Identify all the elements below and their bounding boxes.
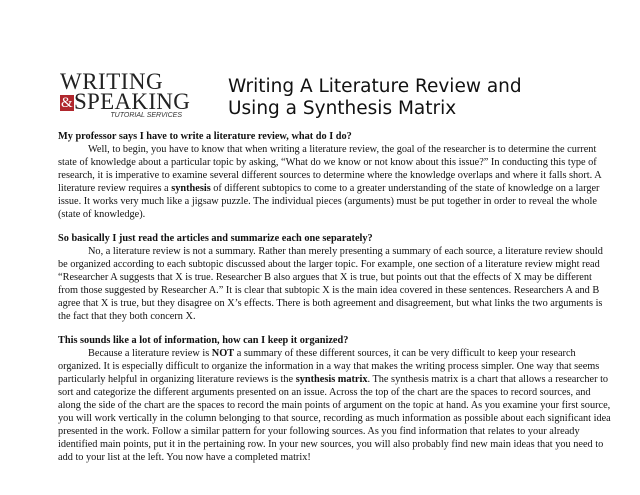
paragraph-line [58, 297, 603, 310]
text: “Researcher A suggests that X is true. Researcher B also argues that X is true, but points out that the effects of X may be different [58, 272, 592, 283]
section [58, 232, 603, 323]
text: you will work vertically in the column belonging to that source, recording as much information as possible about each significant idea [58, 413, 611, 424]
document-body [58, 130, 611, 475]
document-title [228, 76, 522, 120]
paragraph-line [58, 195, 597, 208]
section-heading: My professor says I have to write a literature review, what do I do? [58, 131, 352, 142]
text: the fact that they both concern X. [58, 311, 196, 322]
text: a summary of these different sources, it can be very difficult to keep your research [234, 348, 576, 359]
text: Well, to begin, you have to know that when writing a literature review, the goal of the researcher is to determine the current [88, 144, 597, 155]
text: agree that X is true, but they disagree on X’s effects. There is both agreement and disagreement, but what links the two arguments is [58, 298, 603, 309]
paragraph-line [58, 208, 578, 221]
paragraph-line [58, 156, 597, 169]
text: particularly helpful in organizing literature reviews is the [58, 374, 296, 385]
paragraph-line [58, 310, 578, 323]
section-heading: So basically I just read the articles and summarize each one separately? [58, 233, 373, 244]
section-heading: This sounds like a lot of information, how can I keep it organized? [58, 335, 349, 346]
paragraph-line [58, 182, 600, 195]
text: sort and categorize the different arguments presented on an issue. Across the top of the chart are the spaces to record sources, and [58, 387, 591, 398]
writing-speaking-logo [60, 69, 191, 119]
text: identified main points, put it in the pertaining row. In your new sources, you will also probably find new main ideas that you need to [58, 439, 604, 450]
paragraph-line [58, 373, 609, 386]
paragraph-line [58, 245, 603, 258]
text: state of knowledge about a particular topic by asking, “What do we know or not know about this issue?” In conducting this type of [58, 157, 597, 168]
logo-line-speaking [60, 89, 191, 114]
paragraph-line [58, 412, 611, 425]
paragraph-line [58, 386, 591, 399]
bold-text: synthesis [171, 183, 211, 194]
paragraph-line [58, 425, 578, 438]
text: research, it is imperative to examine several different sources to determine where the knowledge overlaps and where it falls short. A [58, 170, 602, 181]
section [58, 334, 611, 464]
paragraph-line [58, 169, 602, 182]
bold-text: NOT [211, 348, 235, 359]
text: from those suggested by Researcher A.” It is clear that subtopic X is the main idea covered in these sentences. Researchers A and B [58, 285, 600, 296]
text: literature review requires a [58, 183, 172, 194]
logo-ampersand: & [61, 95, 73, 111]
logo-speaking: SPEAKING [73, 89, 191, 114]
paragraph-line [58, 271, 592, 284]
text: . The synthesis matrix is a chart that allows a researcher to [367, 374, 609, 385]
paragraph-line [58, 438, 604, 451]
paragraph-line [58, 451, 578, 464]
paragraph-line [58, 347, 578, 360]
text: add to your list at the left. You now have a completed matrix! [58, 452, 311, 463]
text: issue. It works very much like a jigsaw puzzle. The individual pieces (arguments) must be put together in order to reveal the whole [58, 196, 597, 207]
section [58, 130, 602, 221]
text: (state of knowledge). [58, 209, 146, 220]
text: along the side of the chart are the spaces to record the main points of argument on the topic at hand. As you examine your first source, [58, 400, 611, 411]
logo-tagline: TUTORIAL SERVICES [110, 112, 182, 119]
text: of different subtopics to come to a greater understanding of the state of knowledge on a larger [210, 183, 600, 194]
title-line-2: Using a Synthesis Matrix [228, 98, 457, 119]
paragraph-line [58, 399, 611, 412]
paragraph-line [58, 143, 597, 156]
text: be organized according to each subtopic discussed about the larger topic. For example, one section of a literature review might read [58, 259, 600, 270]
text: Because a literature review is [88, 348, 212, 359]
text: presented in the work. Follow a similar pattern for your following sources. As you find information that relates to your already [58, 426, 580, 437]
paragraph-line [58, 258, 600, 271]
text: organized. It is especially difficult to organize the information in a way that makes the writing process simpler. One way that seems [58, 361, 600, 372]
bold-text: synthesis matrix [295, 374, 368, 385]
title-line-1: Writing A Literature Review and [228, 76, 522, 97]
paragraph-line [58, 284, 600, 297]
paragraph-line [58, 360, 600, 373]
logo-line-writing: WRITING [60, 69, 164, 94]
text: No, a literature review is not a summary. Rather than merely presenting a summary of each source, a literature review should [88, 246, 603, 257]
